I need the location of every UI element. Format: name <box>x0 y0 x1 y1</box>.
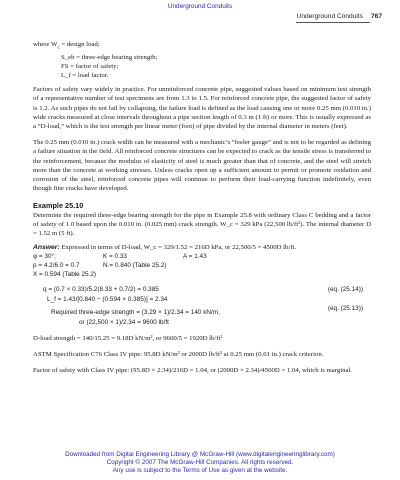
parameter-row: X = 0.594 (Table 25.2) <box>33 271 97 279</box>
example-title: Example 25.10 <box>33 201 84 211</box>
equation-lf: L_f = 1.43/[0.840 − (0.594 × 0.385)] = 2.34 (eq. (25.13)) <box>47 295 363 312</box>
example-answer <box>33 243 371 252</box>
example-problem: Determine the required three-edge bearing strength for the pipe in Example 25.8 with ordinary Class C bedding and a factor of safety of 1.0 based upon the 0.010 in. (0.025 mm) crack strength. W_c = 329 kPa (22,500 lb/ft²). The internal diameter D = 1.52 m (5 ft). <box>33 211 371 237</box>
parameter-grid <box>33 252 371 279</box>
definition-safety: FS = factor of safety; <box>61 62 119 70</box>
definition-strength: S_eb = three-edge bearing strength; <box>61 53 158 61</box>
equation-required-alt: or (22,500 × 1)/2.34 = 9600 lb/ft <box>79 318 169 326</box>
footer <box>0 451 400 476</box>
parameter-row: p = 4.2/6.0 = 0.7 N = 0.840 (Table 25.2) <box>33 262 167 270</box>
answer-text: Expressed in terms of D-load, W_c = 329/1.52 = 216D kPa, or 22,500/5 = 4500D lb/ft. <box>59 244 297 252</box>
paragraph-crack-width: The 0.25 mm (0.010 in.) crack width can be measured with a mechanic’s “feeler gauge” and is not to be regarded as defining a failure situation in the field. All reinforced concrete structures can be expected to crack as the tensile stress is transferred to the reinforcement, because the modulus of elasticity of steel is much greater than that of concrete, and the steel will stretch more than the concrete at working stresses. Unless cracks open up a sufficient amount to permit or promote oxidation and corrosion of the steel, reinforced concrete pipes will continue to perform their load-carrying function indefinitely, even though fine cracks have developed. <box>33 139 371 193</box>
definition-load-factor: L_f = load factor. <box>61 71 109 79</box>
astm-spec: ASTM Specification C76 Class IV pipe: 95.8D kN/m² or 2000D lb/ft² at 0.25 mm (0.01 in.) crack criterion. <box>33 351 324 359</box>
footer-copyright: Copyright © 2007 The McGraw-Hill Companies. All rights reserved. <box>106 459 294 467</box>
equation-block <box>33 285 371 327</box>
running-header <box>297 13 382 20</box>
equation-q: q = (0.7 × 0.33)/5.2(8.33 + 0.7/2) = 0.385 (eq. (25.14)) <box>43 286 363 294</box>
page-number: 767 <box>370 13 382 20</box>
paragraph-safety-factors: Factors of safety vary widely in practice. For unreinforced concrete pipe, suggested values based on minimum test strength of a representative number of test specimens are from 1.3 to 1.5. For reinforced concrete pipe, the suggested factor of safety is 1.2. As such pipes do not fail by collapsing, the failure load is defined as the load causing one or more 0.25 mm (0.010 in.) wide cracks measured at close intervals throughout a pipe section length of 0.3 m (1 ft) or more. This is usually expressed as a “D-load,” which is the test strength per linear meter (foot) of pipe divided by the internal diameter in meters (feet). <box>33 86 371 130</box>
footer-download-link[interactable]: Downloaded from Digital Engineering Library @ McGraw-Hill (www.digitalengineeringlibrary.com) <box>65 451 335 458</box>
dload-strength: D-load strength = 140/15.25 = 9.18D kN/m², or 9600/5 = 1920D lb/ft² <box>33 334 223 342</box>
footer-terms-link[interactable]: Any use is subject to the Terms of Use as given at the website. <box>112 467 288 475</box>
page-body <box>33 40 371 376</box>
answer-label: Answer: <box>33 244 60 252</box>
factor-of-safety: Factor of safety with Class IV pipe: (95.8D × 2.34)/216D = 1.04, or (2000D × 2.34)/4500D = 1.04, which is marginal. <box>33 367 353 375</box>
equation-required: Required three-edge strength = (3.29 × 1)/2.34 = 140 kN/m, <box>51 309 220 317</box>
parameter-row: φ = 30°; K = 0.33 A = 1.43 <box>33 253 207 261</box>
header-rule <box>296 22 370 23</box>
eq-ref-lf: (eq. (25.13)) <box>327 304 363 312</box>
top-header-link[interactable]: Underground Conduits <box>167 3 233 10</box>
definition-intro: where $W_c$ = design load; <box>33 41 100 51</box>
eq-ref-q: (eq. (25.14)) <box>327 286 363 294</box>
running-title: Underground Conduits <box>296 13 363 20</box>
